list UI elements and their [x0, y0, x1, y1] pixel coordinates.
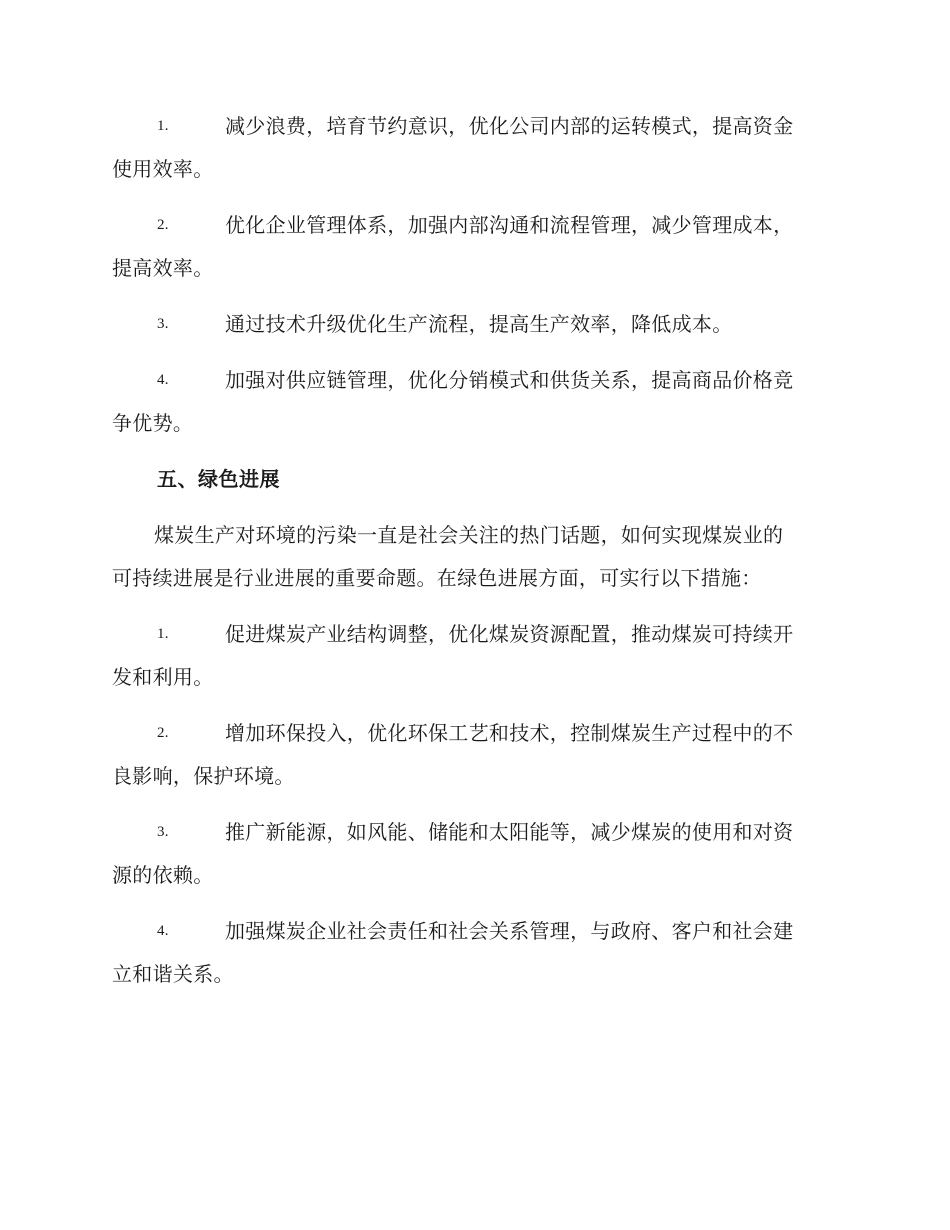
list-item	[112, 811, 834, 897]
list-item-text: 推广新能源，如风能、储能和太阳能等，减少煤炭的使用和对资	[225, 820, 794, 844]
list-item-text-continued: 立和谐关系。	[112, 962, 234, 986]
list-item-text: 加强煤炭企业社会责任和社会关系管理，与政府、客户和社会建	[225, 919, 794, 943]
list-item	[112, 204, 834, 290]
intro-paragraph	[112, 514, 834, 600]
list-item-text-continued: 提高效率。	[112, 256, 214, 280]
list-item-text: 增加环保投入，优化环保工艺和技术，控制煤炭生产过程中的不	[225, 721, 794, 745]
list-item-text: 通过技术升级优化生产流程，提高生产效率，降低成本。	[225, 312, 733, 336]
list-item	[112, 359, 834, 445]
list-item-number: 4.	[157, 372, 169, 388]
list-item-number: 1.	[157, 118, 169, 134]
list-item-number: 3.	[157, 316, 169, 332]
list-item-number: 2.	[157, 217, 169, 233]
list-item	[112, 105, 834, 191]
list-item-number: 1.	[157, 626, 169, 642]
list-item	[112, 910, 834, 996]
list-item-number: 4.	[157, 923, 169, 939]
measures-list-green	[112, 613, 834, 996]
list-item-text-continued: 使用效率。	[112, 157, 214, 181]
list-item-text: 优化企业管理体系，加强内部沟通和流程管理，减少管理成本，	[225, 213, 794, 237]
list-item	[112, 613, 834, 699]
list-item-number: 2.	[157, 725, 169, 741]
list-item-text-continued: 源的依赖。	[112, 863, 214, 887]
intro-line-2: 可持续进展是行业进展的重要命题。在绿色进展方面，可实行以下措施：	[112, 566, 762, 590]
list-item-text: 加强对供应链管理，优化分销模式和供货关系，提高商品价格竞	[225, 368, 794, 392]
measures-list-efficiency	[112, 105, 834, 445]
list-item	[112, 303, 834, 346]
list-item-text: 促进煤炭产业结构调整，优化煤炭资源配置，推动煤炭可持续开	[225, 622, 794, 646]
list-item-text: 减少浪费，培育节约意识，优化公司内部的运转模式，提高资金	[225, 114, 794, 138]
list-item	[112, 712, 834, 798]
list-item-text-continued: 争优势。	[112, 411, 194, 435]
section-heading: 五、绿色进展	[157, 467, 280, 491]
list-item-text-continued: 发和利用。	[112, 665, 214, 689]
document-page	[112, 105, 834, 1009]
intro-line-1: 煤炭生产对环境的污染一直是社会关注的热门话题，如何实现煤炭业的	[154, 523, 784, 547]
list-item-text-continued: 良影响，保护环境。	[112, 764, 295, 788]
list-item-number: 3.	[157, 824, 169, 840]
